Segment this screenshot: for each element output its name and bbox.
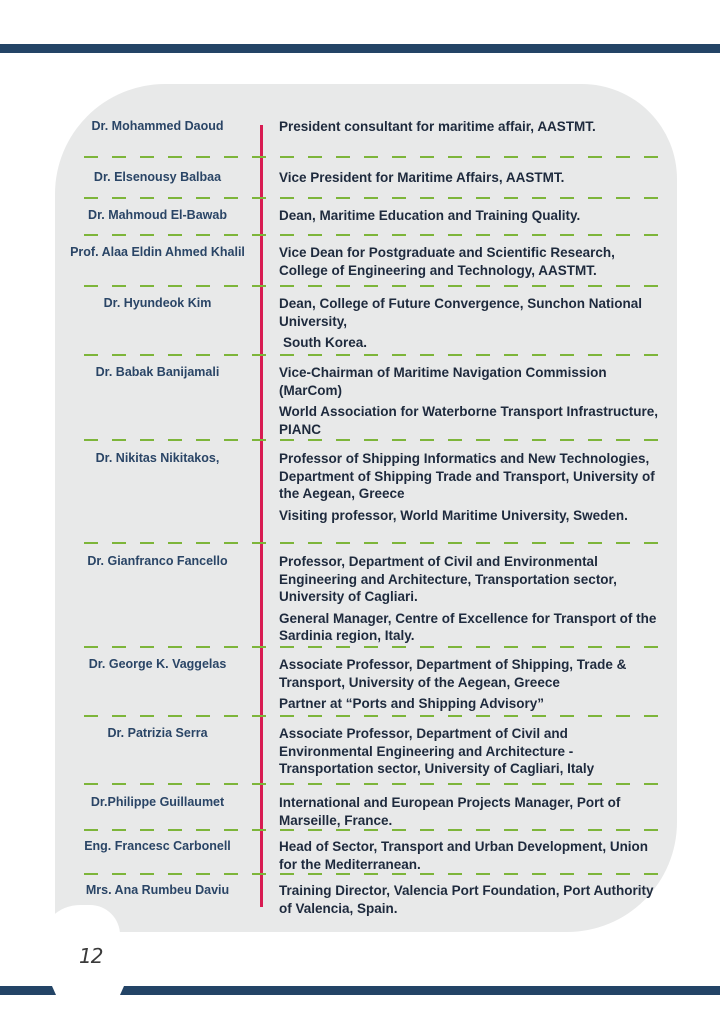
member-roles: [279, 118, 659, 140]
member-roles: [279, 364, 659, 442]
member-name: Eng. Francesc Carbonell: [84, 839, 231, 853]
row-separator: [84, 439, 660, 441]
member-roles: [279, 169, 659, 191]
member-roles: [279, 553, 659, 649]
member-name: Prof. Alaa Eldin Ahmed Khalil: [70, 245, 245, 259]
member-role: Training Director, Valencia Port Foundation, Port Authority of Valencia, Spain.: [279, 883, 654, 916]
member-roles: [279, 882, 659, 921]
member-role: Partner at “Ports and Shipping Advisory”: [279, 696, 545, 711]
member-role: South Korea.: [283, 335, 368, 350]
member-role: Professor of Shipping Informatics and New Technologies, Department of Shipping Trade and Transport, University of the Aegean, Greece: [279, 451, 655, 501]
row-separator: [84, 715, 660, 717]
row-separator: [84, 234, 660, 236]
member-role: Vice President for Maritime Affairs, AASTMT.: [279, 170, 565, 185]
top-header-bar: [0, 44, 720, 53]
member-role: Associate Professor, Department of Shipping, Trade & Transport, University of the Aegean, Greece: [279, 657, 627, 690]
member-name: Dr. Mohammed Daoud: [91, 119, 224, 133]
member-name: Dr. Elsenousy Balbaa: [93, 170, 222, 184]
member-roles: [279, 725, 659, 782]
member-role: Associate Professor, Department of Civil and Environmental Engineering and Architecture - Transportation sector, University of Cagliari, Italy: [279, 726, 595, 776]
member-roles: [279, 656, 659, 717]
column-divider: [260, 125, 263, 907]
member-role: Vice Dean for Postgraduate and Scientific Research, College of Engineering and Technology, AASTMT.: [279, 245, 615, 278]
member-role: International and European Projects Manager, Port of Marseille, France.: [279, 795, 621, 828]
row-separator: [84, 829, 660, 831]
member-name: Mrs. Ana Rumbeu Daviu: [85, 883, 230, 897]
row-separator: [84, 197, 660, 199]
member-role: Head of Sector, Transport and Urban Development, Union for the Mediterranean.: [279, 839, 649, 872]
member-roles: [279, 207, 659, 229]
bottom-footer-bar: [0, 986, 720, 995]
row-separator: [84, 783, 660, 785]
member-role: President consultant for maritime affair, AASTMT.: [279, 119, 596, 134]
member-roles: [279, 794, 659, 833]
member-name: Dr. Nikitas Nikitakos,: [95, 451, 220, 465]
member-role: Professor, Department of Civil and Environmental Engineering and Architecture, Transportation sector, University of Cagliari.: [279, 554, 617, 604]
member-role: Dean, Maritime Education and Training Quality.: [279, 208, 581, 223]
footer-bar-right-segment: [120, 986, 720, 995]
member-role: Vice-Chairman of Maritime Navigation Commission (MarCom): [279, 365, 607, 398]
page-number: 12: [79, 944, 103, 968]
row-separator: [84, 542, 660, 544]
member-roles: [279, 244, 659, 283]
row-separator: [84, 873, 660, 875]
member-name: Dr. Patrizia Serra: [107, 726, 208, 740]
member-roles: [279, 295, 659, 356]
row-separator: [84, 354, 660, 356]
member-name: Dr.Philippe Guillaumet: [90, 795, 225, 809]
row-separator: [84, 156, 660, 158]
member-role: World Association for Waterborne Transport Infrastructure, PIANC: [279, 404, 659, 437]
member-name: Dr. Gianfranco Fancello: [87, 554, 228, 568]
member-roles: [279, 450, 659, 528]
member-name: Dr. George K. Vaggelas: [88, 657, 227, 671]
member-roles: [279, 838, 659, 877]
footer-bar-left-segment: [0, 986, 56, 995]
row-separator: [84, 646, 660, 648]
member-name: Dr. Hyundeok Kim: [103, 296, 212, 310]
member-role: Visiting professor, World Maritime University, Sweden.: [279, 507, 628, 523]
row-separator: [84, 285, 660, 287]
member-role: Dean, College of Future Convergence, Sunchon National University,: [279, 296, 643, 329]
member-name: Dr. Babak Banijamali: [95, 365, 220, 379]
member-name: Dr. Mahmoud El-Bawab: [88, 208, 227, 222]
member-role: General Manager, Centre of Excellence for Transport of the Sardinia region, Italy.: [279, 610, 657, 643]
